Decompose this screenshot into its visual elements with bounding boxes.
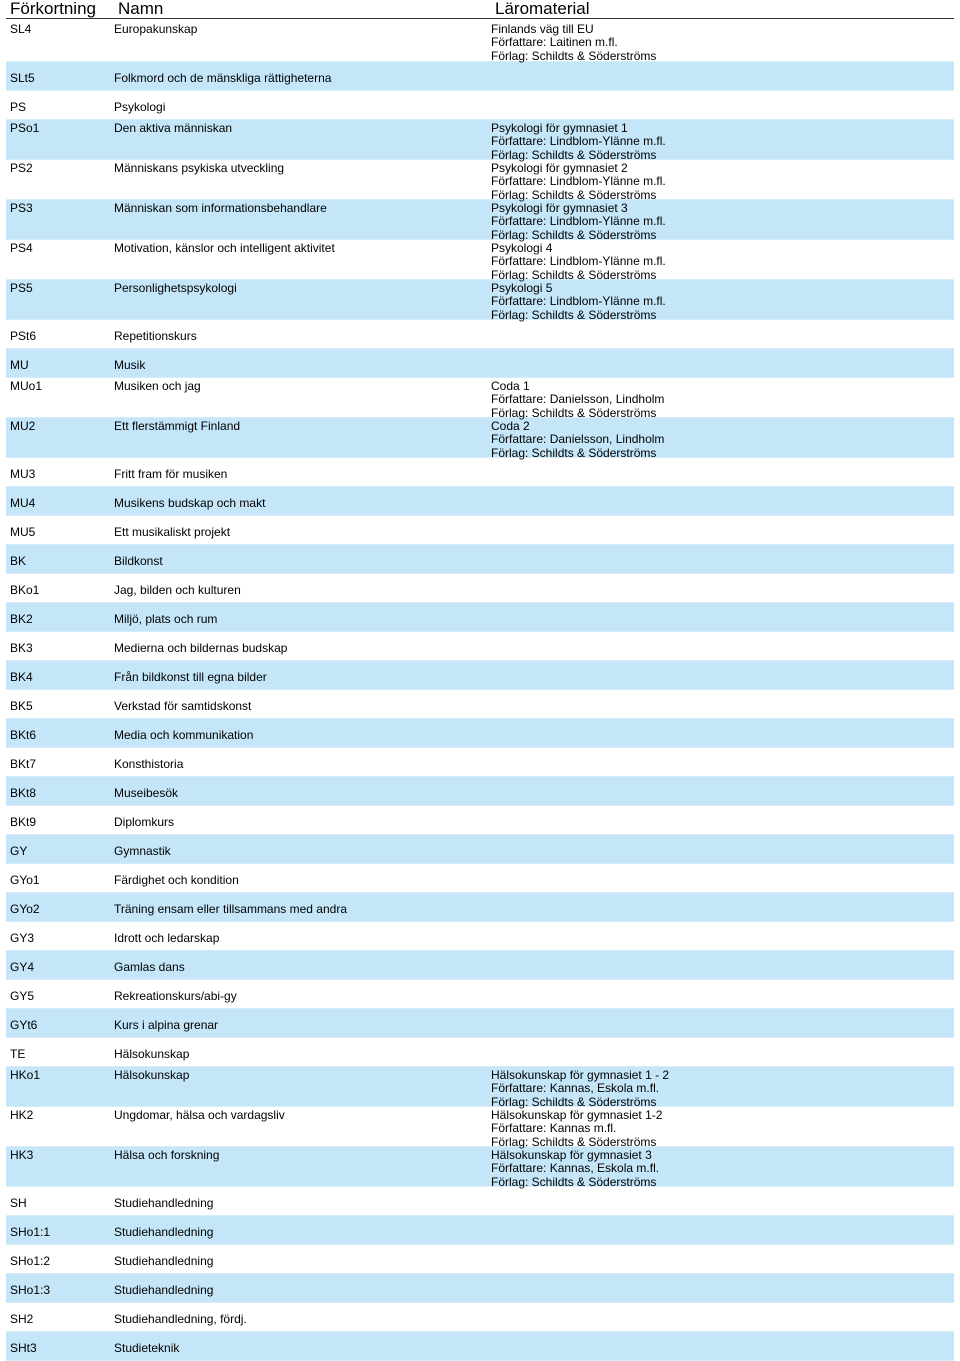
course-material — [491, 62, 954, 90]
course-code: SL4 — [10, 22, 32, 36]
course-material — [491, 980, 954, 1008]
course-name: Gamlas dans — [114, 959, 185, 974]
material-line: Författare: Lindblom-Ylänne m.fl. — [491, 134, 666, 149]
course-code: BK5 — [10, 698, 33, 713]
table-row — [6, 1303, 954, 1332]
course-name: Träning ensam eller tillsammans med andra — [114, 901, 347, 916]
course-name: Jag, bilden och kulturen — [114, 582, 241, 597]
course-material — [491, 201, 954, 242]
course-material — [491, 241, 954, 282]
material-line: Författare: Lindblom-Ylänne m.fl. — [491, 294, 666, 309]
course-material — [491, 516, 954, 544]
course-code: BK4 — [10, 669, 33, 684]
course-material — [491, 603, 954, 631]
course-code: BKt9 — [10, 814, 37, 829]
material-line: Författare: Lindblom-Ylänne m.fl. — [491, 174, 666, 189]
course-name: Studiehandledning — [114, 1253, 214, 1268]
course-material — [491, 121, 954, 162]
material-line: Psykologi för gymnasiet 1 — [491, 121, 628, 135]
table-row — [6, 893, 954, 922]
course-material — [491, 1108, 954, 1149]
course-code: GYt6 — [10, 1017, 38, 1032]
course-material — [491, 458, 954, 486]
header-divider — [6, 18, 954, 19]
course-material — [491, 91, 954, 119]
course-material — [491, 1038, 954, 1066]
table-row — [6, 62, 954, 91]
table-row — [6, 378, 954, 418]
table-row — [6, 20, 954, 62]
course-material — [491, 1009, 954, 1037]
header-abbreviation: Förkortning — [10, 0, 96, 18]
course-code: PS5 — [10, 281, 33, 295]
course-material — [491, 864, 954, 892]
material-line: Förlag: Schildts & Söderströms — [491, 147, 657, 162]
course-code: MU3 — [10, 466, 36, 481]
course-name: Ungdomar, hälsa och vardagsliv — [114, 1108, 285, 1122]
course-name: Studiehandledning — [114, 1195, 214, 1210]
table-row — [6, 1216, 954, 1245]
table-row — [6, 835, 954, 864]
course-code: PSt6 — [10, 328, 37, 343]
course-name: Från bildkonst till egna bilder — [114, 669, 267, 684]
course-code: MU4 — [10, 495, 36, 510]
course-code: GY — [10, 843, 28, 858]
course-code: GY3 — [10, 930, 35, 945]
course-name: Ett musikaliskt projekt — [114, 524, 231, 539]
course-code: PSo1 — [10, 121, 40, 135]
material-line: Författare: Kannas, Eskola m.fl. — [491, 1161, 660, 1176]
course-material — [491, 1148, 954, 1189]
material-line: Författare: Danielsson, Lindholm — [491, 432, 665, 447]
course-name: Studiehandledning — [114, 1282, 214, 1297]
table-row — [6, 120, 954, 160]
course-name: Den aktiva människan — [114, 121, 233, 135]
table-row — [6, 320, 954, 349]
course-material — [491, 1187, 954, 1215]
course-material — [491, 349, 954, 377]
table-row — [6, 1274, 954, 1303]
course-material — [491, 661, 954, 689]
material-line: Författare: Laitinen m.fl. — [491, 35, 618, 50]
course-code: HKo1 — [10, 1068, 41, 1082]
table-row — [6, 1009, 954, 1038]
table-row — [6, 160, 954, 200]
course-name: Personlighetspsykologi — [114, 281, 237, 295]
course-material — [491, 777, 954, 805]
table-row — [6, 951, 954, 980]
course-code: BK3 — [10, 640, 33, 655]
material-line: Finlands väg till EU — [491, 22, 594, 36]
course-name: Musiken och jag — [114, 379, 201, 393]
material-line: Hälsokunskap för gymnasiet 1 - 2 — [491, 1068, 670, 1082]
course-material — [491, 487, 954, 515]
table-row — [6, 661, 954, 690]
course-name: Hälsa och forskning — [114, 1148, 220, 1162]
course-material — [491, 632, 954, 660]
course-code: BK2 — [10, 611, 33, 626]
header-name: Namn — [118, 0, 164, 18]
material-line: Förlag: Schildts & Söderströms — [491, 227, 657, 242]
course-material — [491, 161, 954, 202]
course-code: GYo2 — [10, 901, 40, 916]
course-name: Studiehandledning — [114, 1224, 214, 1239]
table-row — [6, 487, 954, 516]
course-code: BKt6 — [10, 727, 37, 742]
header-material: Läromaterial — [495, 0, 590, 18]
material-line: Författare: Lindblom-Ylänne m.fl. — [491, 254, 666, 269]
course-code: BKt7 — [10, 756, 37, 771]
course-name: Verkstad för samtidskonst — [114, 698, 252, 713]
material-line: Psykologi för gymnasiet 3 — [491, 201, 628, 215]
material-line: Psykologi 5 — [491, 281, 553, 295]
table-row — [6, 980, 954, 1009]
table-row — [6, 603, 954, 632]
table-row — [6, 200, 954, 240]
material-line: Psykologi 4 — [491, 241, 553, 255]
course-name: Människan som informationsbehandlare — [114, 201, 327, 215]
table-row — [6, 545, 954, 574]
course-material — [491, 893, 954, 921]
table-row — [6, 280, 954, 320]
course-name: Repetitionskurs — [114, 328, 197, 343]
course-name: Gymnastik — [114, 843, 171, 858]
table-row — [6, 516, 954, 545]
table-row — [6, 1038, 954, 1067]
material-line: Psykologi för gymnasiet 2 — [491, 161, 628, 175]
table-row — [6, 1067, 954, 1107]
course-code: SH — [10, 1195, 27, 1210]
course-code: SLt5 — [10, 70, 35, 85]
course-code: PS2 — [10, 161, 33, 175]
table-row — [6, 632, 954, 661]
course-code: BKo1 — [10, 582, 40, 597]
course-name: Museibesök — [114, 785, 179, 800]
course-code: SHo1:1 — [10, 1224, 51, 1239]
course-code: MUo1 — [10, 379, 43, 393]
course-name: Rekreationskurs/abi-gy — [114, 988, 237, 1003]
table-row — [6, 1147, 954, 1187]
course-material — [491, 835, 954, 863]
material-line: Förlag: Schildts & Söderströms — [491, 307, 657, 322]
table-row — [6, 748, 954, 777]
table-header — [0, 0, 960, 18]
table-row — [6, 1107, 954, 1147]
course-name: Miljö, plats och rum — [114, 611, 218, 626]
course-code: MU5 — [10, 524, 36, 539]
course-material — [491, 419, 954, 460]
course-material — [491, 574, 954, 602]
course-material — [491, 379, 954, 420]
course-name: Medierna och bildernas budskap — [114, 640, 288, 655]
course-material — [491, 748, 954, 776]
table-row — [6, 574, 954, 603]
course-name: Konsthistoria — [114, 756, 184, 771]
course-name: Musik — [114, 357, 146, 372]
course-code: TE — [10, 1046, 26, 1061]
course-material — [491, 1332, 954, 1360]
table-row — [6, 1332, 954, 1361]
course-material — [491, 1216, 954, 1244]
table-row — [6, 690, 954, 719]
course-material — [491, 545, 954, 573]
course-material — [491, 806, 954, 834]
course-name: Människans psykiska utveckling — [114, 161, 285, 175]
course-material — [491, 23, 954, 61]
course-material — [491, 951, 954, 979]
course-name: Studiehandledning, fördj. — [114, 1311, 247, 1326]
course-name: Psykologi — [114, 99, 166, 114]
table-row — [6, 719, 954, 748]
material-line: Författare: Kannas, Eskola m.fl. — [491, 1081, 660, 1096]
course-code: SHo1:3 — [10, 1282, 51, 1297]
table-row — [6, 458, 954, 487]
table-row — [6, 418, 954, 458]
course-code: SHo1:2 — [10, 1253, 51, 1268]
course-name: Musikens budskap och makt — [114, 495, 266, 510]
table-row — [6, 777, 954, 806]
course-code: PS4 — [10, 241, 33, 255]
course-name: Media och kommunikation — [114, 727, 254, 742]
course-code: SHt3 — [10, 1340, 37, 1355]
material-line: Förlag: Schildts & Söderströms — [491, 187, 657, 202]
material-line: Förlag: Schildts & Söderströms — [491, 1094, 657, 1109]
course-rows — [6, 20, 954, 1361]
course-code: GY5 — [10, 988, 35, 1003]
course-name: Hälsokunskap — [114, 1068, 190, 1082]
course-code: MU2 — [10, 419, 36, 433]
table-row — [6, 349, 954, 378]
course-name: Motivation, känslor och intelligent aktivitet — [114, 241, 335, 255]
course-name: Bildkonst — [114, 553, 163, 568]
course-code: PS3 — [10, 201, 33, 215]
course-name: Europakunskap — [114, 22, 198, 36]
table-row — [6, 240, 954, 280]
course-name: Folkmord och de mänskliga rättigheterna — [114, 70, 332, 85]
material-line: Förlag: Schildts & Söderströms — [491, 48, 657, 63]
course-code: BK — [10, 553, 27, 568]
course-name: Fritt fram för musiken — [114, 466, 228, 481]
material-line: Författare: Lindblom-Ylänne m.fl. — [491, 214, 666, 229]
course-material — [491, 281, 954, 322]
material-line: Hälsokunskap för gymnasiet 1-2 — [491, 1108, 663, 1122]
material-line: Förlag: Schildts & Söderströms — [491, 405, 657, 420]
material-line: Förlag: Schildts & Söderströms — [491, 1134, 657, 1149]
course-code: MU — [10, 357, 29, 372]
table-row — [6, 922, 954, 951]
table-row — [6, 864, 954, 893]
course-name: Diplomkurs — [114, 814, 175, 829]
material-line: Författare: Danielsson, Lindholm — [491, 392, 665, 407]
material-line: Författare: Kannas m.fl. — [491, 1121, 617, 1136]
course-material — [491, 1303, 954, 1331]
course-name: Ett flerstämmigt Finland — [114, 419, 241, 433]
course-code: GY4 — [10, 959, 35, 974]
course-material — [491, 922, 954, 950]
course-code: GYo1 — [10, 872, 40, 887]
course-material — [491, 690, 954, 718]
material-line: Hälsokunskap för gymnasiet 3 — [491, 1148, 652, 1162]
course-material — [491, 320, 954, 348]
table-row — [6, 1187, 954, 1216]
course-name: Hälsokunskap — [114, 1046, 190, 1061]
table-row — [6, 806, 954, 835]
table-row — [6, 91, 954, 120]
course-code: HK2 — [10, 1108, 34, 1122]
course-code: HK3 — [10, 1148, 34, 1162]
course-name: Studieteknik — [114, 1340, 180, 1355]
course-name: Kurs i alpina grenar — [114, 1017, 219, 1032]
course-material — [491, 719, 954, 747]
material-line: Förlag: Schildts & Söderströms — [491, 445, 657, 460]
material-line: Coda 1 — [491, 379, 530, 393]
course-code: BKt8 — [10, 785, 37, 800]
course-material — [491, 1274, 954, 1302]
course-material — [491, 1245, 954, 1273]
material-line: Coda 2 — [491, 419, 530, 433]
course-name: Idrott och ledarskap — [114, 930, 220, 945]
table-row — [6, 1245, 954, 1274]
course-name: Färdighet och kondition — [114, 872, 239, 887]
course-material — [491, 1068, 954, 1109]
course-code: SH2 — [10, 1311, 34, 1326]
material-line: Förlag: Schildts & Söderströms — [491, 1174, 657, 1189]
material-line: Förlag: Schildts & Söderströms — [491, 267, 657, 282]
course-code: PS — [10, 99, 27, 114]
